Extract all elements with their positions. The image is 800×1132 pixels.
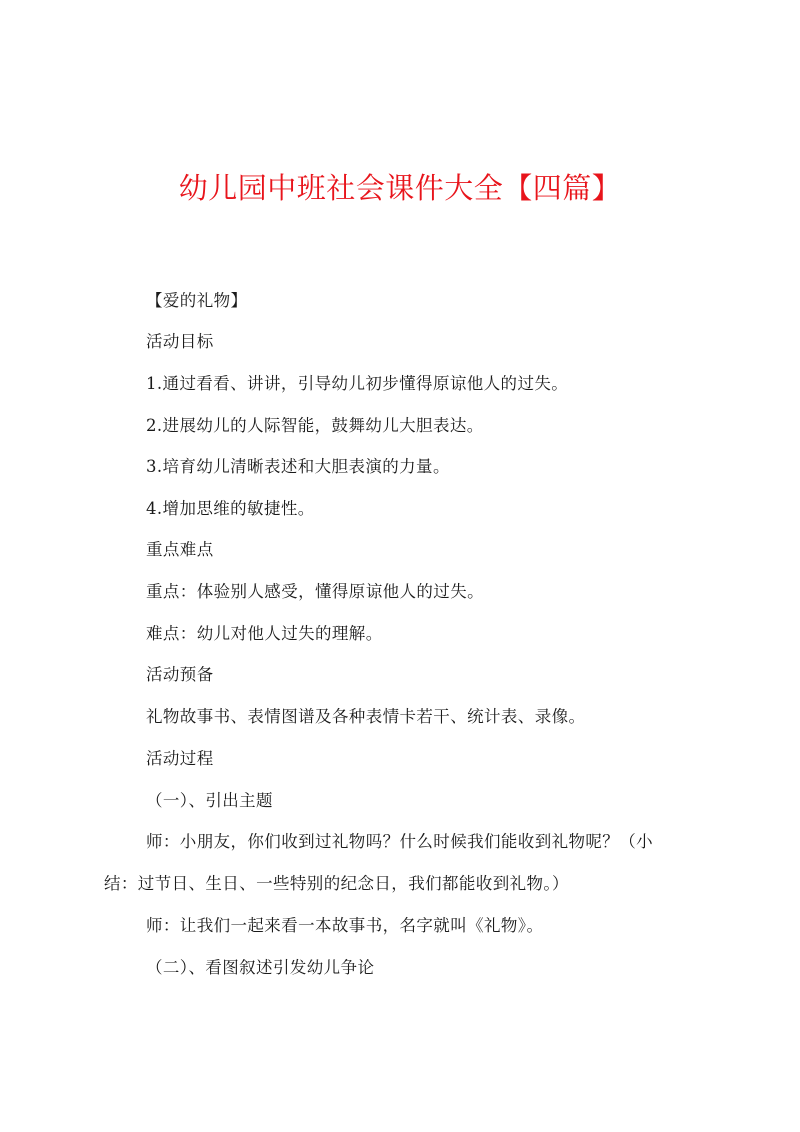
process-step-1: （一）、引出主题 — [146, 791, 273, 810]
process-step-2: （二）、看图叙述引发幼儿争论 — [146, 958, 375, 977]
goal-item-4: 4.增加思维的敏捷性。 — [146, 499, 315, 518]
subheading-goals: 活动目标 — [146, 332, 214, 351]
paragraph-line-continued: 结：过节日、生日、一些特别的纪念日，我们都能收到礼物。） — [104, 874, 569, 893]
preparation-text: 礼物故事书、表情图谱及各种表情卡若干、统计表、录像。 — [146, 707, 586, 726]
paragraph-line: 师：让我们一起来看一本故事书，名字就叫《礼物》。 — [146, 916, 544, 935]
subheading-preparation: 活动预备 — [146, 665, 214, 684]
goal-item-3: 3.培育幼儿清晰表述和大胆表演的力量。 — [146, 457, 450, 476]
subheading-key-points: 重点难点 — [146, 540, 214, 559]
goal-item-1: 1.通过看看、讲讲，引导幼儿初步懂得原谅他人的过失。 — [146, 374, 569, 393]
goal-item-2: 2.进展幼儿的人际智能，鼓舞幼儿大胆表达。 — [146, 416, 484, 435]
subheading-process: 活动过程 — [146, 749, 214, 768]
paragraph-line: 师：小朋友，你们收到过礼物吗？什么时候我们能收到礼物呢？（小 — [146, 832, 653, 851]
key-point: 重点：体验别人感受，懂得原谅他人的过失。 — [146, 582, 484, 601]
document-title: 幼儿园中班社会课件大全【四篇】 — [178, 171, 622, 205]
section-heading: 【爱的礼物】 — [146, 291, 248, 310]
difficult-point: 难点：幼儿对他人过失的理解。 — [146, 624, 383, 643]
